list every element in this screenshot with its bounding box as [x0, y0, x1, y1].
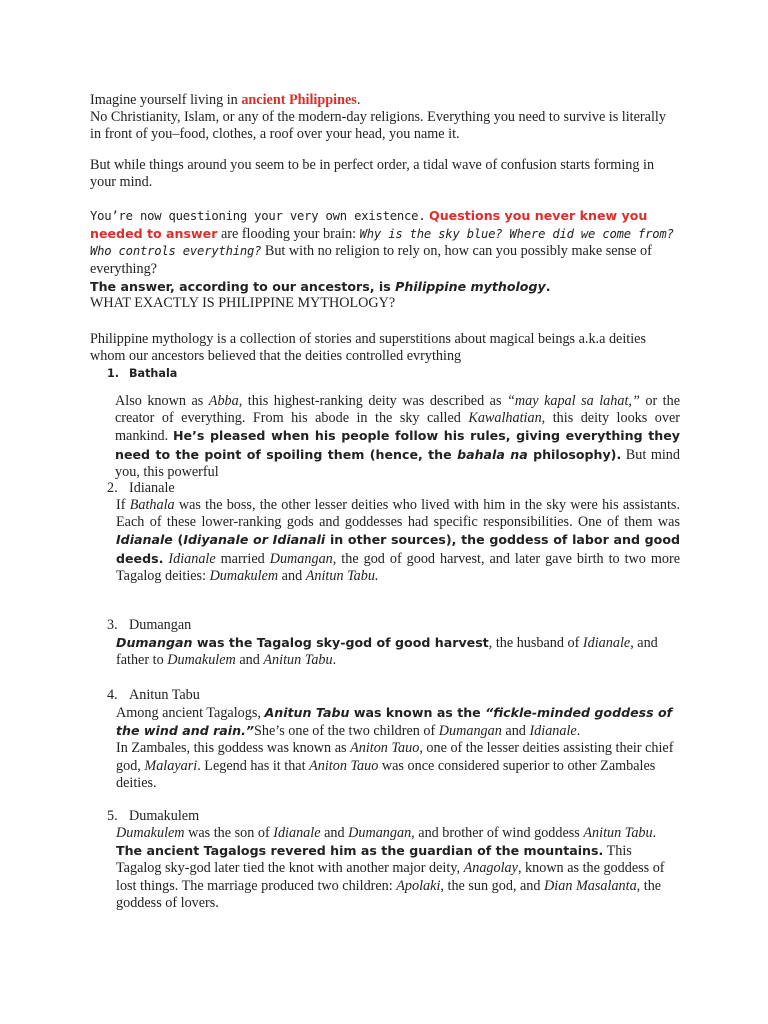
deity-heading-bathala: 1. Bathala: [107, 367, 178, 380]
intro-paragraph-3: You’re now questioning your very own existence. Questions you never knew you needed to answer are flooding your brain: Why is the sky blue? Where did we come from? Who controls everything? But with no religion to rely on, how can you possibly make sense of everything? The answer, according to our ancestors, is Philippine mythology.: [90, 208, 674, 294]
deity-heading-dumakulem: 5. Dumakulem: [107, 808, 200, 824]
deity-text-dumangan: Dumangan was the Tagalog sky-god of good harvest, the husband of Idianale, and father to Dumakulem and Anitun Tabu.: [116, 635, 658, 669]
ancient-philippines-link[interactable]: ancient Philippines: [241, 92, 357, 108]
questions-link[interactable]: Questions you never knew you needed to answer: [90, 208, 648, 242]
deity-text-anitun-tabu: Among ancient Tagalogs, Anitun Tabu was known as the “fickle-minded goddess of the wind and rain.”She’s one of the two children of Dumangan and Idianale. In Zambales, this goddess was known as Aniton Tauo, one of the lesser deities assisting their chief god, Malayari. Legend has it that Aniton Tauo was once considered superior to other Zambales deities.: [116, 705, 674, 791]
deity-text-dumakulem: Dumakulem was the son of Idianale and Dumangan, and brother of wind goddess Anitun Tabu. The ancient Tagalogs revered him as the guardian of the mountains. This Tagalog sky-god later tied the knot with another major deity, Anagolay, known as the goddess of lost things. The marriage produced two children: Apolaki, the sun god, and Dian Masalanta, the goddess of lovers.: [116, 825, 665, 911]
deity-heading-idianale: 2. Idianale: [107, 480, 175, 496]
deity-text-bathala: Also known as Abba, this highest-ranking deity was described as “may kapal sa lahat,” or the creator of everything. From his abode in the sky called Kawalhatian, this deity looks over mankind. He’s pleased when his people follow his rules, giving everything they need to the point of spoiling them (hence, the bahala na philosophy). But mind you, this powerful: [115, 393, 681, 480]
deity-text-idianale: If Bathala was the boss, the other lesser deities who lived with him in the sky were his assistants. Each of these lower-ranking gods and goddesses had specific responsibilities. One of them was Idianale (Idiyanale or Idianali in other sources), the goddess of labor and good deeds. Idianale married Dumangan, the god of good harvest, and later gave birth to two more Tagalog deities: Dumakulem and Anitun Tabu.: [116, 497, 681, 584]
deity-heading-dumangan: 3. Dumangan: [107, 617, 192, 633]
intro-paragraph-1: Imagine yourself living in ancient Philippines. No Christianity, Islam, or any of the modern-day religions. Everything you need to survive is literally in front of you–food, clothes, a roof over your head, you name it.: [90, 92, 666, 143]
section-heading: WHAT EXACTLY IS PHILIPPINE MYTHOLOGY?: [90, 295, 396, 311]
definition-paragraph: Philippine mythology is a collection of stories and superstitions about magical beings a.k.a deities whom our ancestors believed that the deities controlled evrything: [90, 331, 646, 365]
deity-heading-anitun-tabu: 4. Anitun Tabu: [107, 687, 200, 703]
intro-paragraph-2: But while things around you seem to be in perfect order, a tidal wave of confusion starts forming in your mind.: [90, 157, 655, 191]
